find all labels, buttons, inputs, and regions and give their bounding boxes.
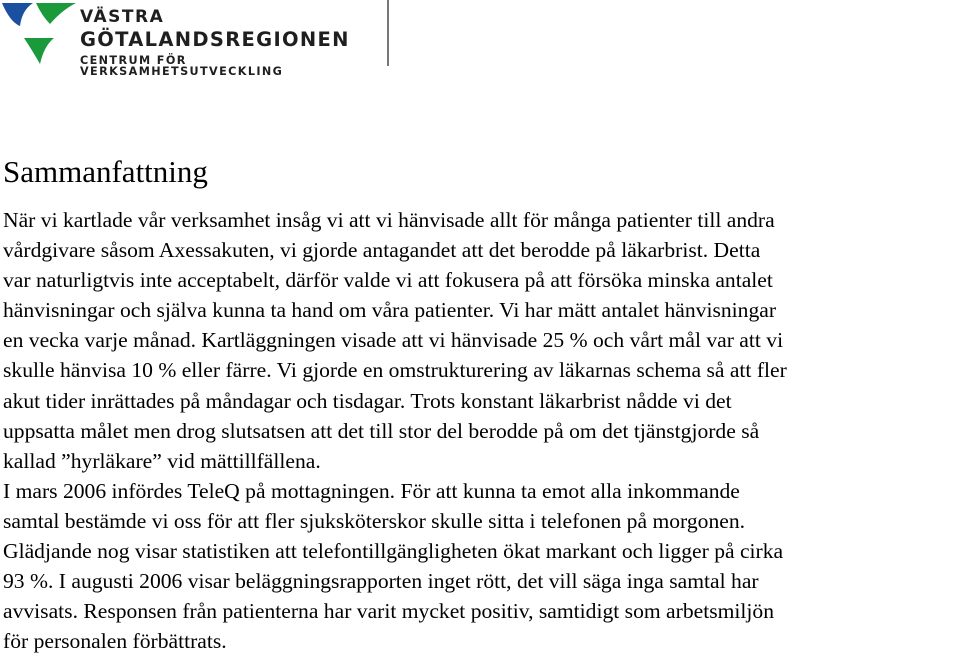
logo-mark-icon [0, 0, 78, 68]
text-line: När vi kartlade vår verksamhet insåg vi att vi hänvisade allt för många patienter till andra [3, 208, 775, 232]
logo-divider [387, 0, 389, 66]
text-line: hänvisningar och själva kunna ta hand om våra patienter. Vi har mätt antalet hänvisningar [3, 298, 777, 323]
logo-green-lower-shape [24, 38, 54, 64]
text-line: uppsatta målet men drog slutsatsen att det till stor del berodde på om det tjänstgjorde så [3, 418, 760, 443]
logo-line-1: VÄSTRA [80, 7, 165, 27]
summary-paragraph [3, 205, 960, 656]
text-line: 93 %. I augusti 2006 visar beläggningsrapporten inget rött, det vill säga inga samtal har [3, 569, 759, 594]
text-line: Glädjande nog visar statistiken att telefontillgängligheten ökat markant och ligger på cirka [3, 539, 784, 564]
text-line: för personalen förbättrats. [3, 629, 227, 654]
logo-blue-shape [2, 3, 33, 26]
page-title: Sammanfattning [3, 154, 208, 189]
text-line: var naturligtvis inte acceptabelt, därför valde vi att fokusera på att försöka minska antalet [3, 268, 773, 293]
text-line: samtal bestämde vi oss för att fler sjuksköterskor skulle sitta i telefonen på morgonen. [3, 508, 746, 533]
text-line: kallad ”hyrläkare” vid mättillfällena. [3, 448, 321, 473]
logo-line-3: CENTRUM FÖR VERKSAMHETSUTVECKLING [80, 53, 284, 78]
logo-green-upper-shape [36, 3, 76, 24]
text-line: vårdgivare såsom Axessakuten, vi gjorde antagandet att det berodde på läkarbrist. Detta [3, 238, 761, 263]
text-line: avvisats. Responsen från patienterna har varit mycket positiv, samtidigt som arbetsmiljön [3, 599, 775, 624]
logo-line-2: GÖTALANDSREGIONEN [80, 28, 350, 51]
text-line: en vecka varje månad. Kartläggningen visade att vi hänvisade 25 % och vårt mål var att vi [3, 328, 784, 353]
organization-logo [0, 0, 392, 78]
text-line: skulle hänvisa 10 % eller färre. Vi gjorde en omstrukturering av läkarnas schema så att fler [3, 358, 787, 383]
logo-text [80, 6, 392, 77]
text-line: I mars 2006 infördes TeleQ på mottagningen. För att kunna ta emot alla inkommande [3, 478, 740, 503]
text-line: akut tider inrättades på måndagar och tisdagar. Trots konstant läkarbrist nådde vi det [3, 388, 732, 413]
